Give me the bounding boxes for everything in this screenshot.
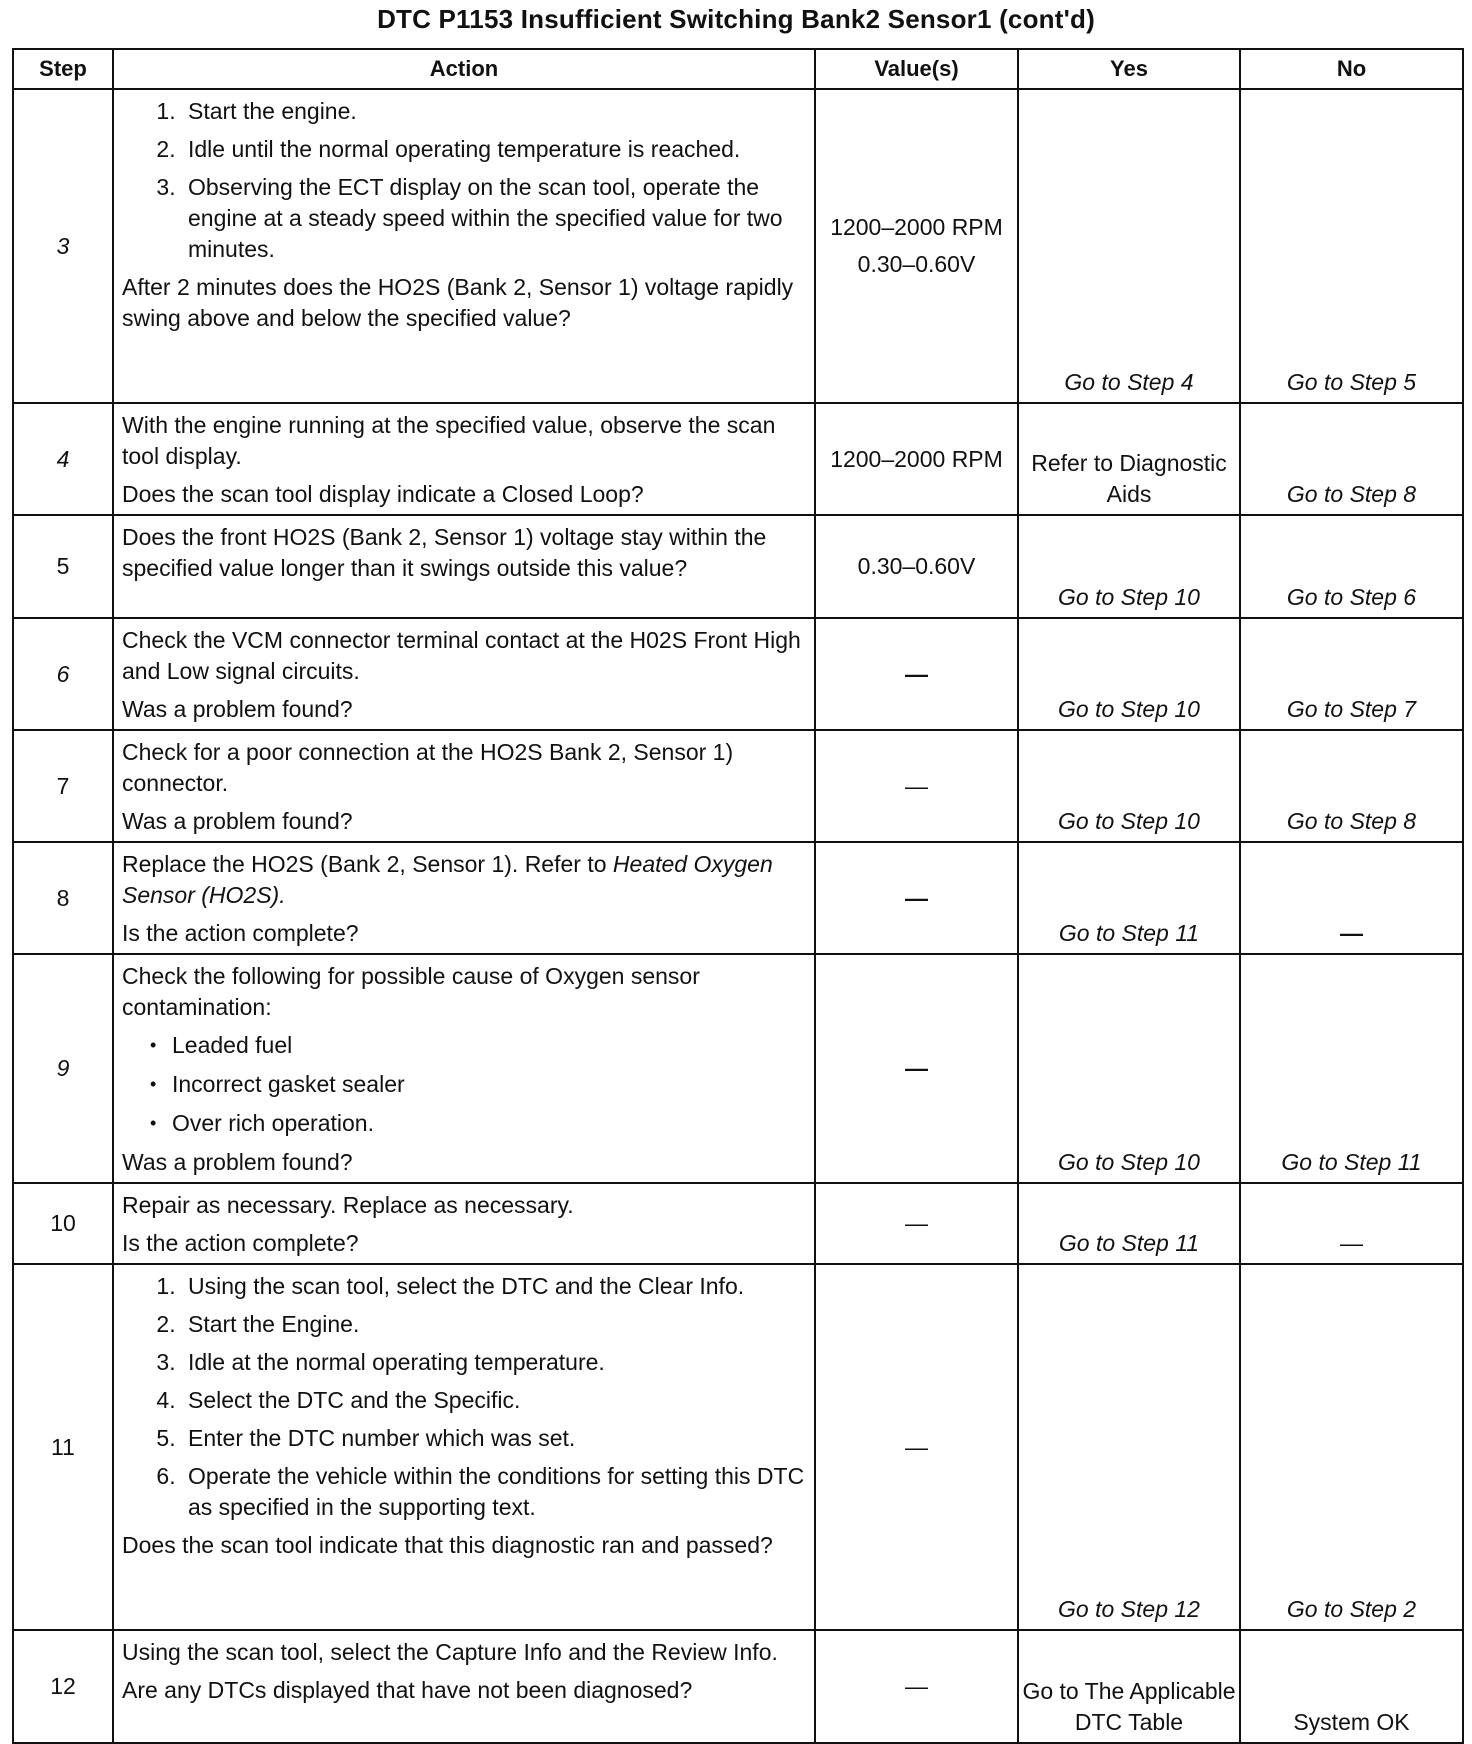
step-number: 6 [13,618,113,730]
procedure-step: 2. Idle until the normal operating temperature is reached. [182,134,808,165]
no-cell: Go to Step 6 [1240,515,1463,618]
table-row [13,1183,1463,1264]
action-question: Was a problem found? [122,696,353,722]
header-action: Action [113,49,815,89]
action-question: Is the action complete? [122,1230,359,1256]
action-text [122,849,808,911]
action-question: Does the front HO2S (Bank 2, Sensor 1) voltage stay within the specified value longer than it swings outside this value? [122,524,767,581]
procedure-step: 2. Start the Engine. [182,1309,808,1340]
action-cell [113,403,815,515]
value-cell: — [815,618,1018,730]
procedure-step: 6. Operate the vehicle within the conditions for setting this DTC as specified in the supporting text. [182,1461,808,1523]
no-cell: Go to Step 7 [1240,618,1463,730]
table-row [13,730,1463,842]
action-text: Check the following for possible cause of Oxygen sensor contamination: [122,963,700,1020]
no-cell: System OK [1240,1630,1463,1743]
table-row [13,515,1463,618]
value-cell [815,515,1018,618]
table-row [13,954,1463,1183]
no-cell: — [1240,842,1463,954]
yes-cell: Go to The Applicable DTC Table [1018,1630,1240,1743]
action-text: Repair as necessary. Replace as necessary. [122,1192,574,1218]
header-yes: Yes [1018,49,1240,89]
value-cell: — [815,954,1018,1183]
no-cell: Go to Step 11 [1240,954,1463,1183]
procedure-step: 1. Using the scan tool, select the DTC and the Clear Info. [182,1271,808,1302]
no-cell: Go to Step 8 [1240,730,1463,842]
action-question: Was a problem found? [122,808,353,834]
procedure-list [122,1271,808,1523]
header-row [13,49,1463,89]
page-title: DTC P1153 Insufficient Switching Bank2 Sensor1 (cont'd) [377,4,1095,34]
value-cell: — [815,1264,1018,1630]
yes-cell: Go to Step 10 [1018,730,1240,842]
procedure-step: 1. Start the engine. [182,96,808,127]
step-number: 10 [13,1183,113,1264]
value-cell [815,89,1018,403]
header-no: No [1240,49,1463,89]
value-text: 0.30–0.60V [857,553,976,579]
no-cell: Go to Step 5 [1240,89,1463,403]
yes-cell: Go to Step 10 [1018,618,1240,730]
yes-cell: Go to Step 10 [1018,515,1240,618]
step-number: 11 [13,1264,113,1630]
bullet-item: • Leaded fuel [172,1030,808,1061]
procedure-step: 5. Enter the DTC number which was set. [182,1423,808,1454]
bullet-list [122,1030,808,1139]
procedure-list [122,96,808,265]
value-cell [815,403,1018,515]
table-row [13,618,1463,730]
step-number: 5 [13,515,113,618]
value-cell: — [815,1630,1018,1743]
yes-cell: Go to Step 11 [1018,842,1240,954]
table-row [13,1264,1463,1630]
action-text: With the engine running at the specified value, observe the scan tool display. [122,412,776,469]
action-cell [113,1630,815,1743]
action-question: After 2 minutes does the HO2S (Bank 2, Sensor 1) voltage rapidly swing above and below the specified value? [122,274,794,331]
step-number: 8 [13,842,113,954]
procedure-step: 3. Observing the ECT display on the scan tool, operate the engine at a steady speed within the specified value for two minutes. [182,172,808,265]
step-number: 7 [13,730,113,842]
value-text: 1200–2000 RPM [830,445,1003,472]
bullet-item: • Over rich operation. [172,1108,808,1139]
action-text: Using the scan tool, select the Capture Info and the Review Info. [122,1639,778,1665]
step-number: 4 [13,403,113,515]
reference-link: Heated Oxygen Sensor (HO2S). [122,851,773,908]
action-text: Check for a poor connection at the HO2S Bank 2, Sensor 1) connector. [122,739,734,796]
yes-cell: Refer to Diagnostic Aids [1018,403,1240,515]
step-number: 9 [13,954,113,1183]
action-cell [113,1264,815,1630]
table-row [13,842,1463,954]
action-cell [113,618,815,730]
action-question: Was a problem found? [122,1149,353,1175]
action-cell [113,730,815,842]
value-cell: — [815,1183,1018,1264]
yes-cell: Go to Step 4 [1018,89,1240,403]
action-text: Check the VCM connector terminal contact at the H02S Front High and Low signal circuits. [122,627,801,684]
table-row [13,403,1463,515]
action-question: Does the scan tool display indicate a Closed Loop? [122,481,644,507]
bullet-item: • Incorrect gasket sealer [172,1069,808,1100]
value-cell: — [815,842,1018,954]
action-question: Does the scan tool indicate that this diagnostic ran and passed? [122,1532,773,1558]
diagnostic-table [12,48,1464,1744]
action-cell [113,1183,815,1264]
header-step: Step [13,49,113,89]
action-question: Is the action complete? [122,920,359,946]
step-number: 12 [13,1630,113,1743]
action-text-main: Replace the HO2S (Bank 2, Sensor 1). Refer to [122,851,607,877]
table-row [13,89,1463,403]
yes-cell: Go to Step 12 [1018,1264,1240,1630]
value-text: 0.30–0.60V [857,251,976,277]
header-values: Value(s) [815,49,1018,89]
no-cell: Go to Step 8 [1240,403,1463,515]
action-question: Are any DTCs displayed that have not been diagnosed? [122,1677,693,1703]
action-cell [113,515,815,618]
no-cell: — [1240,1183,1463,1264]
action-cell [113,89,815,403]
yes-cell: Go to Step 10 [1018,954,1240,1183]
no-cell: Go to Step 2 [1240,1264,1463,1630]
table-row [13,1630,1463,1743]
value-text: 1200–2000 RPM [830,214,1003,240]
yes-cell: Go to Step 11 [1018,1183,1240,1264]
step-number: 3 [13,89,113,403]
procedure-step: 4. Select the DTC and the Specific. [182,1385,808,1416]
value-cell: — [815,730,1018,842]
action-cell [113,842,815,954]
procedure-step: 3. Idle at the normal operating temperature. [182,1347,808,1378]
action-cell [113,954,815,1183]
